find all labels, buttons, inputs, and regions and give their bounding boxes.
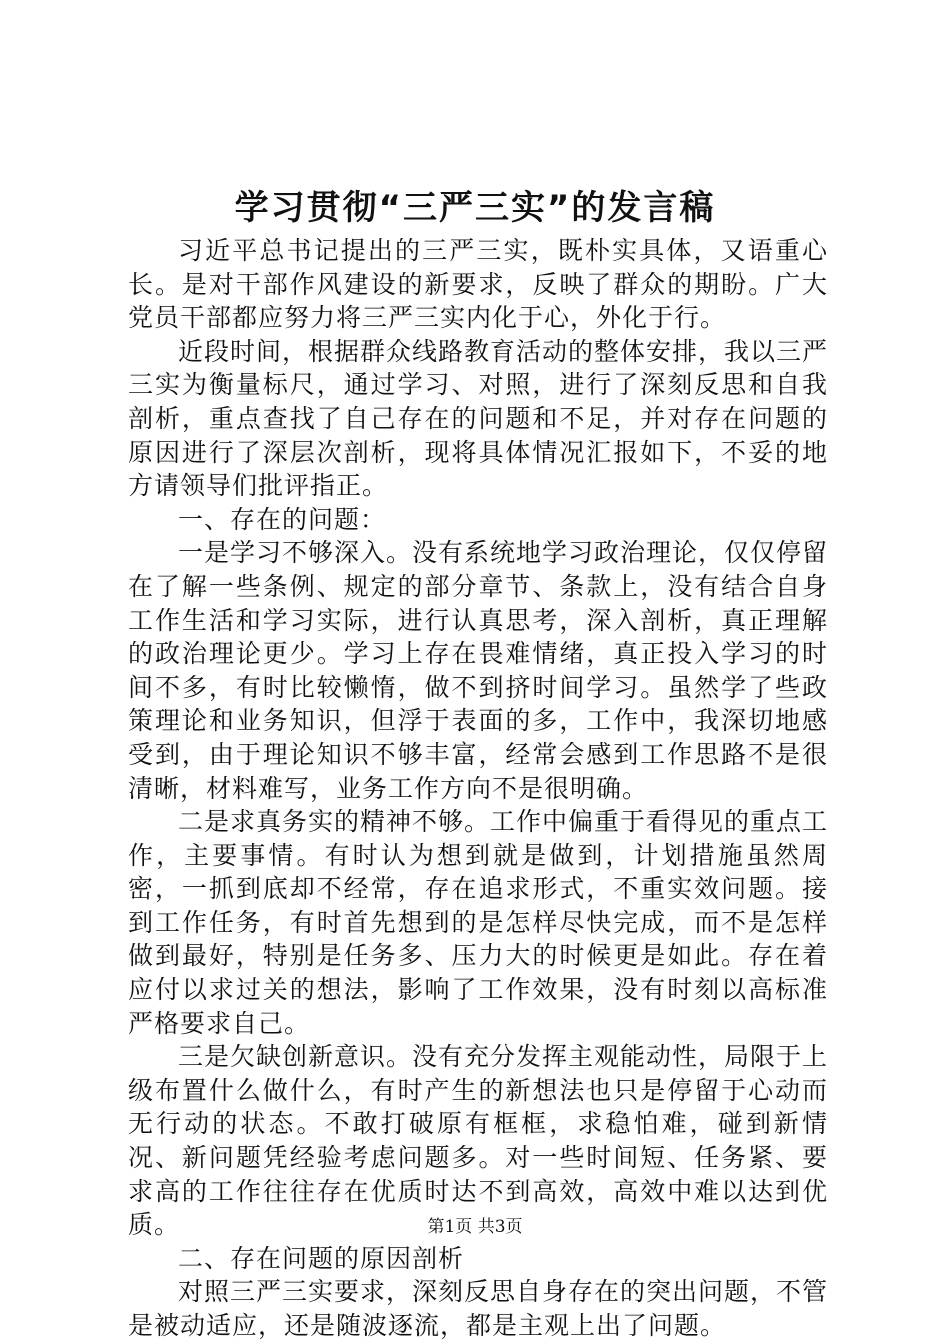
paragraph-causes: 对照三严三实要求，深刻反思自身存在的突出问题，不管是被动适应，还是随波逐流，都是主观上出了问题。 (128, 1277, 829, 1340)
section-heading-problems: 一、存在的问题： (178, 504, 387, 534)
section-heading-causes: 二、存在问题的原因剖析 (178, 1243, 465, 1273)
paragraph-problem-3: 三是欠缺创新意识。没有充分发挥主观能动性，局限于上级布置什么做什么，有时产生的新想法也只是停留于心动而无行动的状态。不敢打破原有框框，求稳怕难，碰到新情况、新问题凭经验考虑问题多。对一些时间短、任务紧、要求高的工作往往存在优质时达不到高效，高效中难以达到优质。 (128, 1042, 829, 1240)
paragraph-problem-2: 二是求真务实的精神不够。工作中偏重于看得见的重点工作，主要事情。有时认为想到就是做到，计划措施虽然周密，一抓到底却不经常，存在追求形式，不重实效问题。接到工作任务，有时首先想到的是怎样尽快完成，而不是怎样做到最好，特别是任务多、压力大的时候更是如此。存在着应付以求过关的想法，影响了工作效果，没有时刻以高标准严格要求自己。 (128, 807, 829, 1038)
page-number-footer: 第1页 共3页 (427, 1217, 523, 1237)
document-title: 学习贯彻“三严三实”的发言稿 (234, 188, 716, 228)
paragraph-problem-1: 一是学习不够深入。没有系统地学习政治理论，仅仅停留在了解一些条例、规定的部分章节、条款上，没有结合自身工作生活和学习实际，进行认真思考，深入剖析，真正理解的政治理论更少。学习上存在畏难情绪，真正投入学习的时间不多，有时比较懒惰，做不到挤时间学习。虽然学了些政策理论和业务知识，但浮于表面的多，工作中，我深切地感受到，由于理论知识不够丰富，经常会感到工作思路不是很清晰，材料难写，业务工作方向不是很明确。 (128, 538, 829, 803)
paragraph-intro: 习近平总书记提出的三严三实，既朴实具体，又语重心长。是对干部作风建设的新要求，反映了群众的期盼。广大党员干部都应努力将三严三实内化于心，外化于行。 (128, 236, 828, 333)
document-body (128, 234, 828, 1343)
paragraph-background: 近段时间，根据群众线路教育活动的整体安排，我以三严三实为衡量标尺，通过学习、对照，进行了深刻反思和自我剖析，重点查找了自己存在的问题和不足，并对存在问题的原因进行了深层次剖析，现将具体情况汇报如下，不妥的地方请领导们批评指正。 (128, 336, 829, 501)
